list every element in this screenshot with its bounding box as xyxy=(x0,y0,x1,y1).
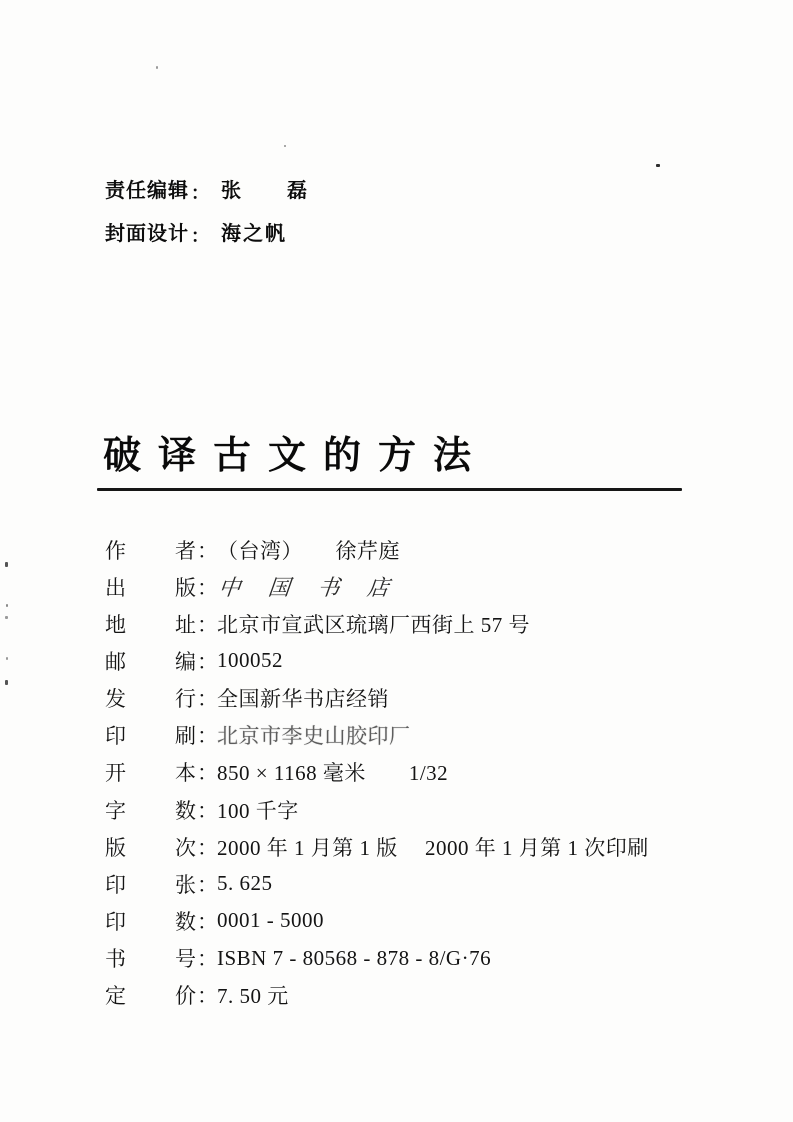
colon-separator: ： xyxy=(197,575,218,600)
row-label: 字数 xyxy=(105,798,196,823)
row-author xyxy=(105,531,649,568)
colon-separator: ： xyxy=(197,872,218,897)
colon-separator: ： xyxy=(197,984,218,1009)
distribution-value: 全国新华书店经销 xyxy=(217,687,389,712)
row-label: 书号 xyxy=(105,947,196,972)
colon-separator: ： xyxy=(197,835,218,860)
printer-value: 北京市李史山胶印厂 xyxy=(217,724,411,749)
print-run-value: 0001 - 5000 xyxy=(217,908,324,933)
row-postcode xyxy=(105,642,649,679)
row-price xyxy=(105,977,649,1014)
colon-separator: ： xyxy=(191,225,209,246)
colon-separator: ： xyxy=(197,687,218,712)
scan-speck xyxy=(656,164,660,167)
scan-speck xyxy=(156,66,158,69)
row-address xyxy=(105,605,649,642)
row-print-run xyxy=(105,902,649,939)
address-value: 北京市宣武区琉璃厂西街上 57 号 xyxy=(217,612,530,637)
scan-speck xyxy=(5,562,8,567)
scan-speck xyxy=(6,604,8,607)
editor-label: 责任编辑 xyxy=(105,180,189,202)
edition-value: 2000 年 1 月第 1 版 2000 年 1 月第 1 次印刷 xyxy=(217,835,649,860)
colon-separator: ： xyxy=(197,798,218,823)
cover-designer-name: 海之帆 xyxy=(221,223,287,245)
row-word-count xyxy=(105,791,649,828)
editor-name: 张 磊 xyxy=(221,180,309,202)
row-publisher xyxy=(105,568,649,605)
postcode-value: 100052 xyxy=(217,648,283,673)
scan-speck xyxy=(5,680,8,685)
price-value: 7. 50 元 xyxy=(217,984,289,1009)
row-label: 印刷 xyxy=(105,724,196,749)
word-count-value: 100 千字 xyxy=(217,798,299,823)
title-divider xyxy=(97,488,682,491)
colon-separator: ： xyxy=(197,649,218,674)
row-format xyxy=(105,754,649,791)
publisher-value-handwritten: 中 国 书 店 xyxy=(217,575,402,601)
colon-separator: ： xyxy=(197,538,218,563)
scan-speck xyxy=(5,616,8,619)
author-value: （台湾） 徐芹庭 xyxy=(217,538,400,563)
sheets-value: 5. 625 xyxy=(217,871,273,896)
row-label: 开本 xyxy=(105,761,196,786)
row-label: 地址 xyxy=(105,612,196,637)
row-label: 印数 xyxy=(105,909,196,934)
publication-info-list xyxy=(105,531,649,1014)
row-label: 定价 xyxy=(105,984,196,1009)
row-printer xyxy=(105,717,649,754)
format-value: 850 × 1168 毫米 1/32 xyxy=(217,761,449,786)
row-distribution xyxy=(105,680,649,717)
colon-separator: ： xyxy=(197,724,218,749)
colon-separator: ： xyxy=(197,909,218,934)
credit-row-editor xyxy=(105,167,309,210)
isbn-value: ISBN 7 - 80568 - 878 - 8/G·76 xyxy=(217,945,492,970)
row-label: 邮编 xyxy=(105,649,196,674)
credits-block xyxy=(105,167,309,253)
scan-speck xyxy=(284,145,286,147)
row-label: 出版 xyxy=(105,575,196,600)
row-label: 作者 xyxy=(105,538,196,563)
row-label: 版次 xyxy=(105,835,196,860)
cover-design-label: 封面设计 xyxy=(105,223,189,245)
colon-separator: ： xyxy=(197,761,218,786)
credit-row-cover-design xyxy=(105,210,309,253)
row-sheets xyxy=(105,865,649,902)
row-label: 发行 xyxy=(105,687,196,712)
colon-separator: ： xyxy=(191,182,209,203)
row-label: 印张 xyxy=(105,872,196,897)
scan-speck xyxy=(6,657,8,660)
row-isbn xyxy=(105,940,649,977)
colon-separator: ： xyxy=(197,612,218,637)
row-edition xyxy=(105,828,649,865)
book-title: 破译古文的方法 xyxy=(103,432,489,477)
colon-separator: ： xyxy=(197,947,218,972)
